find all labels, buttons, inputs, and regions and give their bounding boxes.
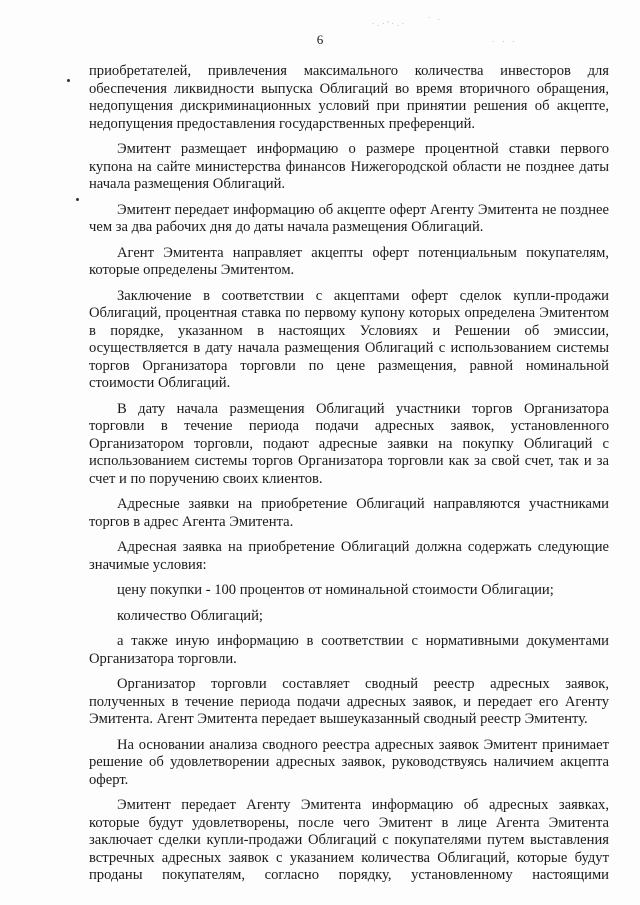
scan-specks: ·.·'·.· <box>372 20 408 28</box>
paragraph: Агент Эмитента направляет акцепты оферт потенциальным покупателям, которые определены Эмитентом. <box>89 244 609 278</box>
paragraph: Адресная заявка на приобретение Облигаций должна содержать следующие значимые условия: <box>89 539 609 573</box>
paragraph: Адресные заявки на приобретение Облигаций направляются участниками торгов в адрес Агента Эмитента. <box>89 496 609 530</box>
paragraph: количество Облигаций; <box>117 607 263 624</box>
scan-specks: · · · <box>492 38 518 46</box>
paragraph: Эмитент размещает информацию о размере процентной ставки первого купона на сайте министерства финансов Нижегородской области не позднее даты начала размещения Облигаций. <box>89 141 609 192</box>
paragraph: а также иную информацию в соответствии с нормативными документами Организатора торговли. <box>89 633 609 667</box>
paragraph: Эмитент передает информацию об акцепте оферт Агенту Эмитента не позднее чем за два рабочих дня до даты начала размещения Облигаций. <box>89 201 609 235</box>
paragraph: Организатор торговли составляет сводный реестр адресных заявок, полученных в течение периода подачи адресных заявок, и передает его Агенту Эмитента. Агент Эмитента передает вышеуказанный сводный реестр Эмитенту. <box>89 676 609 727</box>
scan-mark <box>67 79 70 82</box>
paragraph: В дату начала размещения Облигаций участники торгов Организатора торговли в течение периода подачи адресных заявок, установленного Организатором торговли, подают адресные заявки на покупку Облигаций с использованием системы торгов Организатора торговли как за свой счет, так и за счет и по поручению своих клиентов. <box>89 400 609 487</box>
scan-mark <box>76 198 79 201</box>
body-text <box>89 63 609 893</box>
paragraph: Заключение в соответствии с акцептами оферт сделок купли-продажи Облигаций, процентная ставка по первому купону которых определена Эмитентом в порядке, указанном в настоящих Условиях и Решении об эмиссии, осуществляется в дату начала размещения Облигаций с использованием системы торгов Организатора торговли по цене размещения, равной номинальной стоимости Облигаций. <box>89 287 609 391</box>
scan-specks: · . <box>428 14 443 22</box>
paragraph: Эмитент передает Агенту Эмитента информацию об адресных заявках, которые будут удовлетворены, после чего Эмитент в лице Агента Эмитента заключает сделки купли-продажи Облигаций с покупателями путем выставления встречных адресных заявок с указанием количества Облигаций, которые будут проданы покупателям, согласно порядку, установленному настоящими <box>89 797 609 883</box>
paragraph: На основании анализа сводного реестра адресных заявок Эмитент принимает решение об удовлетворении адресных заявок, руководствуясь наличием акцепта оферт. <box>89 736 609 788</box>
paragraph: цену покупки - 100 процентов от номинальной стоимости Облигации; <box>117 582 554 598</box>
page-number: 6 <box>316 32 324 47</box>
paragraph: приобретателей, привлечения максимального количества инвесторов для обеспечения ликвидности выпуска Облигаций во время вторичного обращения, недопущения дискриминационных условий при принятии решения об акцепте, недопущения предоставления государственных преференций. <box>89 63 609 132</box>
